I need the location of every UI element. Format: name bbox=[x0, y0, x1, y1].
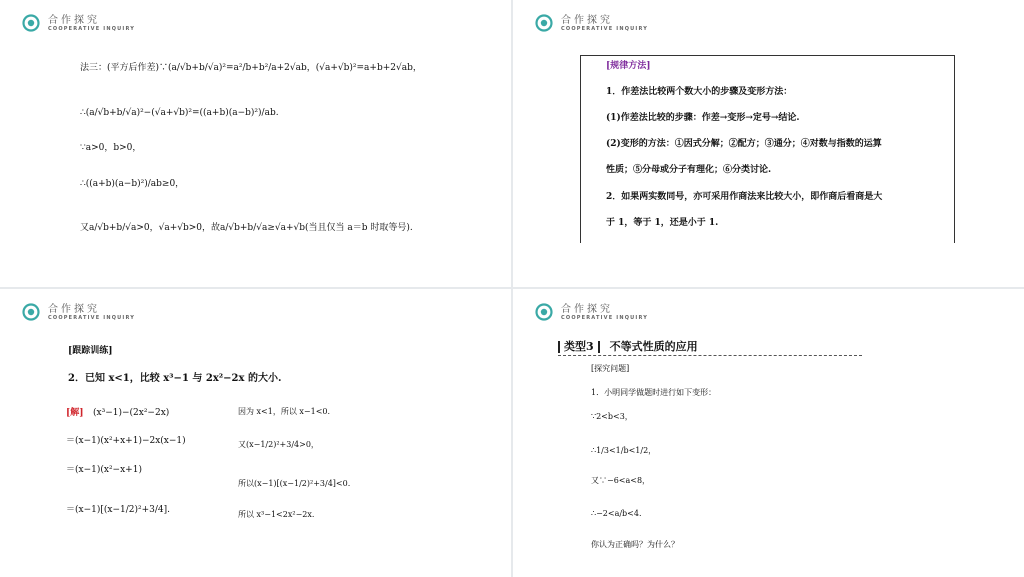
solution-line: (x³−1)−(2x²−2x) bbox=[93, 408, 170, 418]
solution-line: ＝(x−1)(x²−x+1) bbox=[66, 465, 142, 475]
type-label: 类型3 bbox=[564, 340, 594, 353]
solution-reason: 又(x−1/2)²+3/4>0， bbox=[238, 440, 319, 449]
header-title: 合作探究 bbox=[561, 15, 613, 26]
text-line: 2．如果两实数同号，亦可采用作商法来比较大小，即作商后看商是大 bbox=[606, 192, 883, 202]
text-line: (2)变形的方法：①因式分解；②配方；③通分；④对数与指数的运算 bbox=[606, 139, 882, 149]
math-line: ∴(a/√b+b/√a)²−(√a+√b)²=((a+b)(a−b)²)/ab. bbox=[80, 108, 279, 118]
logo-icon bbox=[22, 303, 40, 321]
header-subtitle: COOPERATIVE INQUIRY bbox=[48, 26, 136, 32]
header-title: 合作探究 bbox=[561, 304, 613, 315]
logo-icon bbox=[535, 14, 553, 32]
text-line: ∴−2<a/b<4. bbox=[591, 509, 642, 518]
heading-bar bbox=[558, 341, 560, 353]
header-title: 合作探究 bbox=[48, 15, 100, 26]
text-line: (1)作差法比较的步骤：作差→变形→定号→结论. bbox=[606, 113, 800, 123]
solution-line: ＝(x−1)[(x−1/2)²+3/4]. bbox=[66, 505, 171, 515]
header-subtitle: COOPERATIVE INQUIRY bbox=[561, 315, 649, 321]
math-line: ∵a>0，b>0， bbox=[80, 143, 142, 153]
heading-bar bbox=[598, 341, 600, 353]
solution-reason: 所以 x³−1<2x²−2x. bbox=[238, 510, 315, 519]
exercise-tag: [跟踪训练] bbox=[68, 346, 113, 356]
heading-divider bbox=[558, 355, 862, 356]
header-subtitle: COOPERATIVE INQUIRY bbox=[561, 26, 649, 32]
text-line: 1．作差法比较两个数大小的步骤及变形方法： bbox=[606, 87, 793, 97]
logo-icon bbox=[22, 14, 40, 32]
math-line: 又a/√b+b/√a>0，√a+√b>0，故a/√b+b/√a≥√a+√b(当且仅当 a＝b 时取等号). bbox=[80, 223, 413, 233]
text-line: 又∵−6<a<8， bbox=[591, 476, 651, 485]
text-line: ∴1/3<1/b<1/2， bbox=[591, 446, 657, 455]
solution-reason: 所以(x−1)[(x−1/2)²+3/4]<0. bbox=[238, 479, 351, 488]
rule-tag: [规律方法] bbox=[606, 61, 651, 71]
type-heading bbox=[558, 340, 698, 354]
text-line: 于 1，等于 1，还是小于 1. bbox=[606, 218, 719, 228]
slide-inequality-properties[interactable] bbox=[513, 289, 1024, 577]
text-line: 性质；⑤分母或分子有理化；⑥分类讨论. bbox=[606, 165, 772, 175]
math-line: ∴((a+b)(a−b)²)/ab≥0， bbox=[80, 179, 185, 189]
explore-tag: [探究问题] bbox=[591, 364, 630, 373]
header-title: 合作探究 bbox=[48, 304, 100, 315]
solution-line: ＝(x−1)(x²+x+1)−2x(x−1) bbox=[66, 436, 186, 446]
type-title: 不等式性质的应用 bbox=[609, 340, 698, 353]
slide-method-three[interactable] bbox=[0, 0, 511, 287]
solution-reason: 因为 x<1，所以 x−1<0. bbox=[238, 407, 331, 416]
logo-icon bbox=[535, 303, 553, 321]
slide-tracking-exercise[interactable] bbox=[0, 289, 511, 577]
math-line: 法三：(平方后作差)∵(a/√b+b/√a)²=a²/b+b²/a+2√ab，(√a+√b)²=a+b+2√ab， bbox=[80, 63, 422, 73]
solution-tag: [解] bbox=[66, 408, 84, 418]
header-subtitle: COOPERATIVE INQUIRY bbox=[48, 315, 136, 321]
slide-rule-method[interactable] bbox=[513, 0, 1024, 287]
text-line: ∵2<b<3， bbox=[591, 412, 633, 421]
question-text: 2．已知 x<1，比较 x³−1 与 2x²−2x 的大小. bbox=[68, 373, 282, 384]
text-line: 你认为正确吗？为什么？ bbox=[591, 540, 679, 549]
text-line: 1．小明同学做题时进行如下变形： bbox=[591, 388, 717, 397]
